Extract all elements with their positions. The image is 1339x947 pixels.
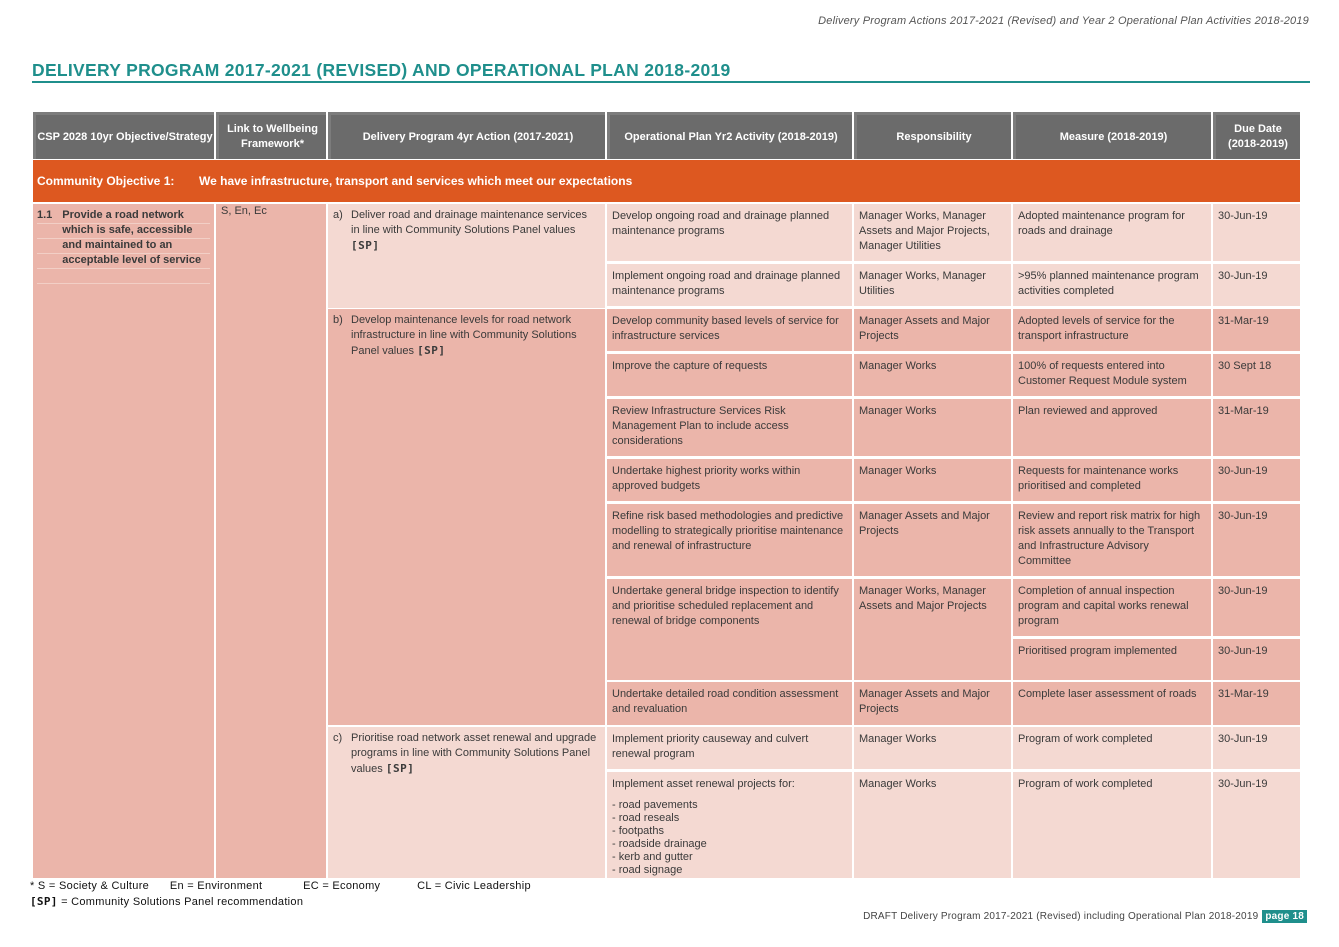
header-wellbeing — [216, 112, 326, 159]
measure-cell: Requests for maintenance works prioritised and completed — [1013, 459, 1211, 501]
action-c-cell — [328, 727, 605, 878]
legend-economy: EC = Economy — [303, 880, 381, 892]
responsibility-cell: Manager Assets and Major Projects — [854, 504, 1011, 576]
activity-text: Implement asset renewal projects for: — [612, 778, 795, 790]
sp-label: [SP] — [30, 895, 58, 908]
header-measure: Measure (2018-2019) — [1013, 112, 1211, 159]
wellbeing-cell — [216, 204, 326, 878]
row-rule — [37, 268, 210, 269]
measure-cell: Program of work completed — [1013, 772, 1211, 878]
due-date-cell: 30-Jun-19 — [1213, 459, 1300, 501]
header-wellbeing-label: Link to Wellbeing Framework* — [227, 123, 318, 150]
action-b-cell — [328, 309, 605, 725]
measure-cell: Adopted maintenance program for roads and drainage — [1013, 204, 1211, 261]
action-a-cell — [328, 204, 605, 308]
action-letter: b) — [333, 314, 343, 326]
bullet-list — [612, 799, 846, 877]
list-item: - roadside drainage — [612, 838, 707, 850]
sp-tag: [SP] — [351, 239, 380, 252]
delivery-program-table — [33, 112, 1300, 878]
due-date-cell: 30-Jun-19 — [1213, 772, 1300, 878]
list-item: - road signage — [612, 864, 683, 876]
wellbeing-value: S, En, Ec — [221, 205, 267, 217]
activity-cell — [607, 772, 852, 878]
header-csp: CSP 2028 10yr Objective/Strategy — [33, 112, 214, 159]
activity-cell: Refine risk based methodologies and predictive modelling to strategically prioritise maintenance and renewal of infrastructure — [607, 504, 852, 576]
header-responsibility: Responsibility — [854, 112, 1011, 159]
page-footer — [863, 910, 1307, 923]
activity-cell: Develop ongoing road and drainage planned maintenance programs — [607, 204, 852, 261]
activity-cell: Review Infrastructure Services Risk Management Plan to include access considerations — [607, 399, 852, 456]
strategy-number: 1.1 — [37, 209, 53, 221]
activity-cell: Undertake highest priority works within approved budgets — [607, 459, 852, 501]
list-item: - road reseals — [612, 812, 680, 824]
responsibility-cell: Manager Assets and Major Projects — [854, 309, 1011, 351]
list-item: - kerb and gutter — [612, 851, 693, 863]
legend-society: * S = Society & Culture — [30, 880, 150, 892]
responsibility-cell: Manager Works — [854, 399, 1011, 456]
running-header: Delivery Program Actions 2017-2021 (Revised) and Year 2 Operational Plan Activities 2018-2019 — [818, 15, 1309, 27]
responsibility-cell: Manager Works, Manager Assets and Major Projects — [854, 579, 1011, 680]
action-c — [328, 727, 605, 777]
activity-cell: Implement priority causeway and culvert renewal program — [607, 727, 852, 769]
footnote-legend — [30, 880, 531, 892]
sp-tag: [SP] — [385, 762, 415, 775]
activity-cell: Undertake general bridge inspection to identify and prioritise scheduled replacement and renewal of bridge components — [607, 579, 852, 680]
measure-cell: 100% of requests entered into Customer Request Module system — [1013, 354, 1211, 396]
responsibility-cell: Manager Works, Manager Utilities — [854, 264, 1011, 306]
row-rule — [37, 223, 210, 224]
row-rule — [37, 283, 210, 284]
row-rule — [37, 253, 210, 254]
action-text: Prioritise road network asset renewal and upgrade programs in line with Community Solutions Panel values — [351, 732, 597, 775]
activity-cell: Improve the capture of requests — [607, 354, 852, 396]
action-text: Develop maintenance levels for road network infrastructure in line with Community Solutions Panel values — [351, 314, 577, 357]
responsibility-cell: Manager Works, Manager Assets and Major Projects, Manager Utilities — [854, 204, 1011, 261]
due-date-cell: 31-Mar-19 — [1213, 309, 1300, 351]
due-date-cell: 30-Jun-19 — [1213, 579, 1300, 636]
responsibility-cell: Manager Assets and Major Projects — [854, 682, 1011, 725]
objective-text: We have infrastructure, transport and services which meet our expectations — [199, 173, 633, 188]
due-date-cell: 30-Jun-19 — [1213, 639, 1300, 680]
header-operational-activity: Operational Plan Yr2 Activity (2018-2019) — [607, 112, 852, 159]
due-date-cell: 31-Mar-19 — [1213, 682, 1300, 725]
strategy-cell — [33, 204, 214, 878]
list-item: - road pavements — [612, 799, 698, 811]
sp-description: = Community Solutions Panel recommendation — [61, 896, 304, 908]
action-a — [328, 204, 605, 254]
measure-cell: Review and report risk matrix for high risk assets annually to the Transport and Infrastructure Advisory Committee — [1013, 504, 1211, 576]
responsibility-cell: Manager Works — [854, 354, 1011, 396]
sp-tag: [SP] — [417, 344, 446, 357]
measure-cell: >95% planned maintenance program activities completed — [1013, 264, 1211, 306]
measure-cell: Adopted levels of service for the transport infrastructure — [1013, 309, 1211, 351]
activity-cell: Undertake detailed road condition assessment and revaluation — [607, 682, 852, 725]
footer-text: DRAFT Delivery Program 2017-2021 (Revised) including Operational Plan 2018-2019 — [863, 911, 1259, 922]
due-date-cell: 30-Jun-19 — [1213, 204, 1300, 261]
legend-civic-leadership: CL = Civic Leadership — [417, 880, 531, 892]
due-date-cell: 30-Jun-19 — [1213, 264, 1300, 306]
action-text: Deliver road and drainage maintenance services in line with Community Solutions Panel values — [351, 209, 588, 236]
title-divider — [32, 81, 1310, 83]
header-due-date: Due Date (2018-2019) — [1213, 112, 1300, 159]
action-letter: c) — [333, 732, 343, 744]
footnote-sp — [30, 895, 303, 908]
responsibility-cell: Manager Works — [854, 459, 1011, 501]
action-letter: a) — [333, 209, 343, 221]
legend-environment: En = Environment — [169, 880, 263, 892]
responsibility-cell: Manager Works — [854, 727, 1011, 769]
action-b — [328, 309, 605, 359]
due-date-cell: 30-Jun-19 — [1213, 504, 1300, 576]
header-delivery-action: Delivery Program 4yr Action (2017-2021) — [328, 112, 605, 159]
row-rule — [37, 238, 210, 239]
measure-cell: Complete laser assessment of roads — [1013, 682, 1211, 725]
measure-cell: Completion of annual inspection program and capital works renewal program — [1013, 579, 1211, 636]
measure-cell: Program of work completed — [1013, 727, 1211, 769]
due-date-cell: 31-Mar-19 — [1213, 399, 1300, 456]
measure-cell: Plan reviewed and approved — [1013, 399, 1211, 456]
community-objective-band — [33, 160, 1300, 202]
measure-cell: Prioritised program implemented — [1013, 639, 1211, 680]
due-date-cell: 30 Sept 18 — [1213, 354, 1300, 396]
objective-label: Community Objective 1: — [37, 173, 175, 188]
strategy-text: Provide a road network which is safe, accessible and maintained to an acceptable level of service — [62, 209, 202, 266]
page-number: page 18 — [1262, 910, 1307, 923]
activity-cell: Develop community based levels of service for infrastructure services — [607, 309, 852, 351]
activity-cell: Implement ongoing road and drainage planned maintenance programs — [607, 264, 852, 306]
due-date-cell: 30-Jun-19 — [1213, 727, 1300, 769]
page-title: DELIVERY PROGRAM 2017-2021 (REVISED) AND OPERATIONAL PLAN 2018-2019 — [32, 60, 731, 80]
responsibility-cell: Manager Works — [854, 772, 1011, 878]
list-item: - footpaths — [612, 825, 664, 837]
